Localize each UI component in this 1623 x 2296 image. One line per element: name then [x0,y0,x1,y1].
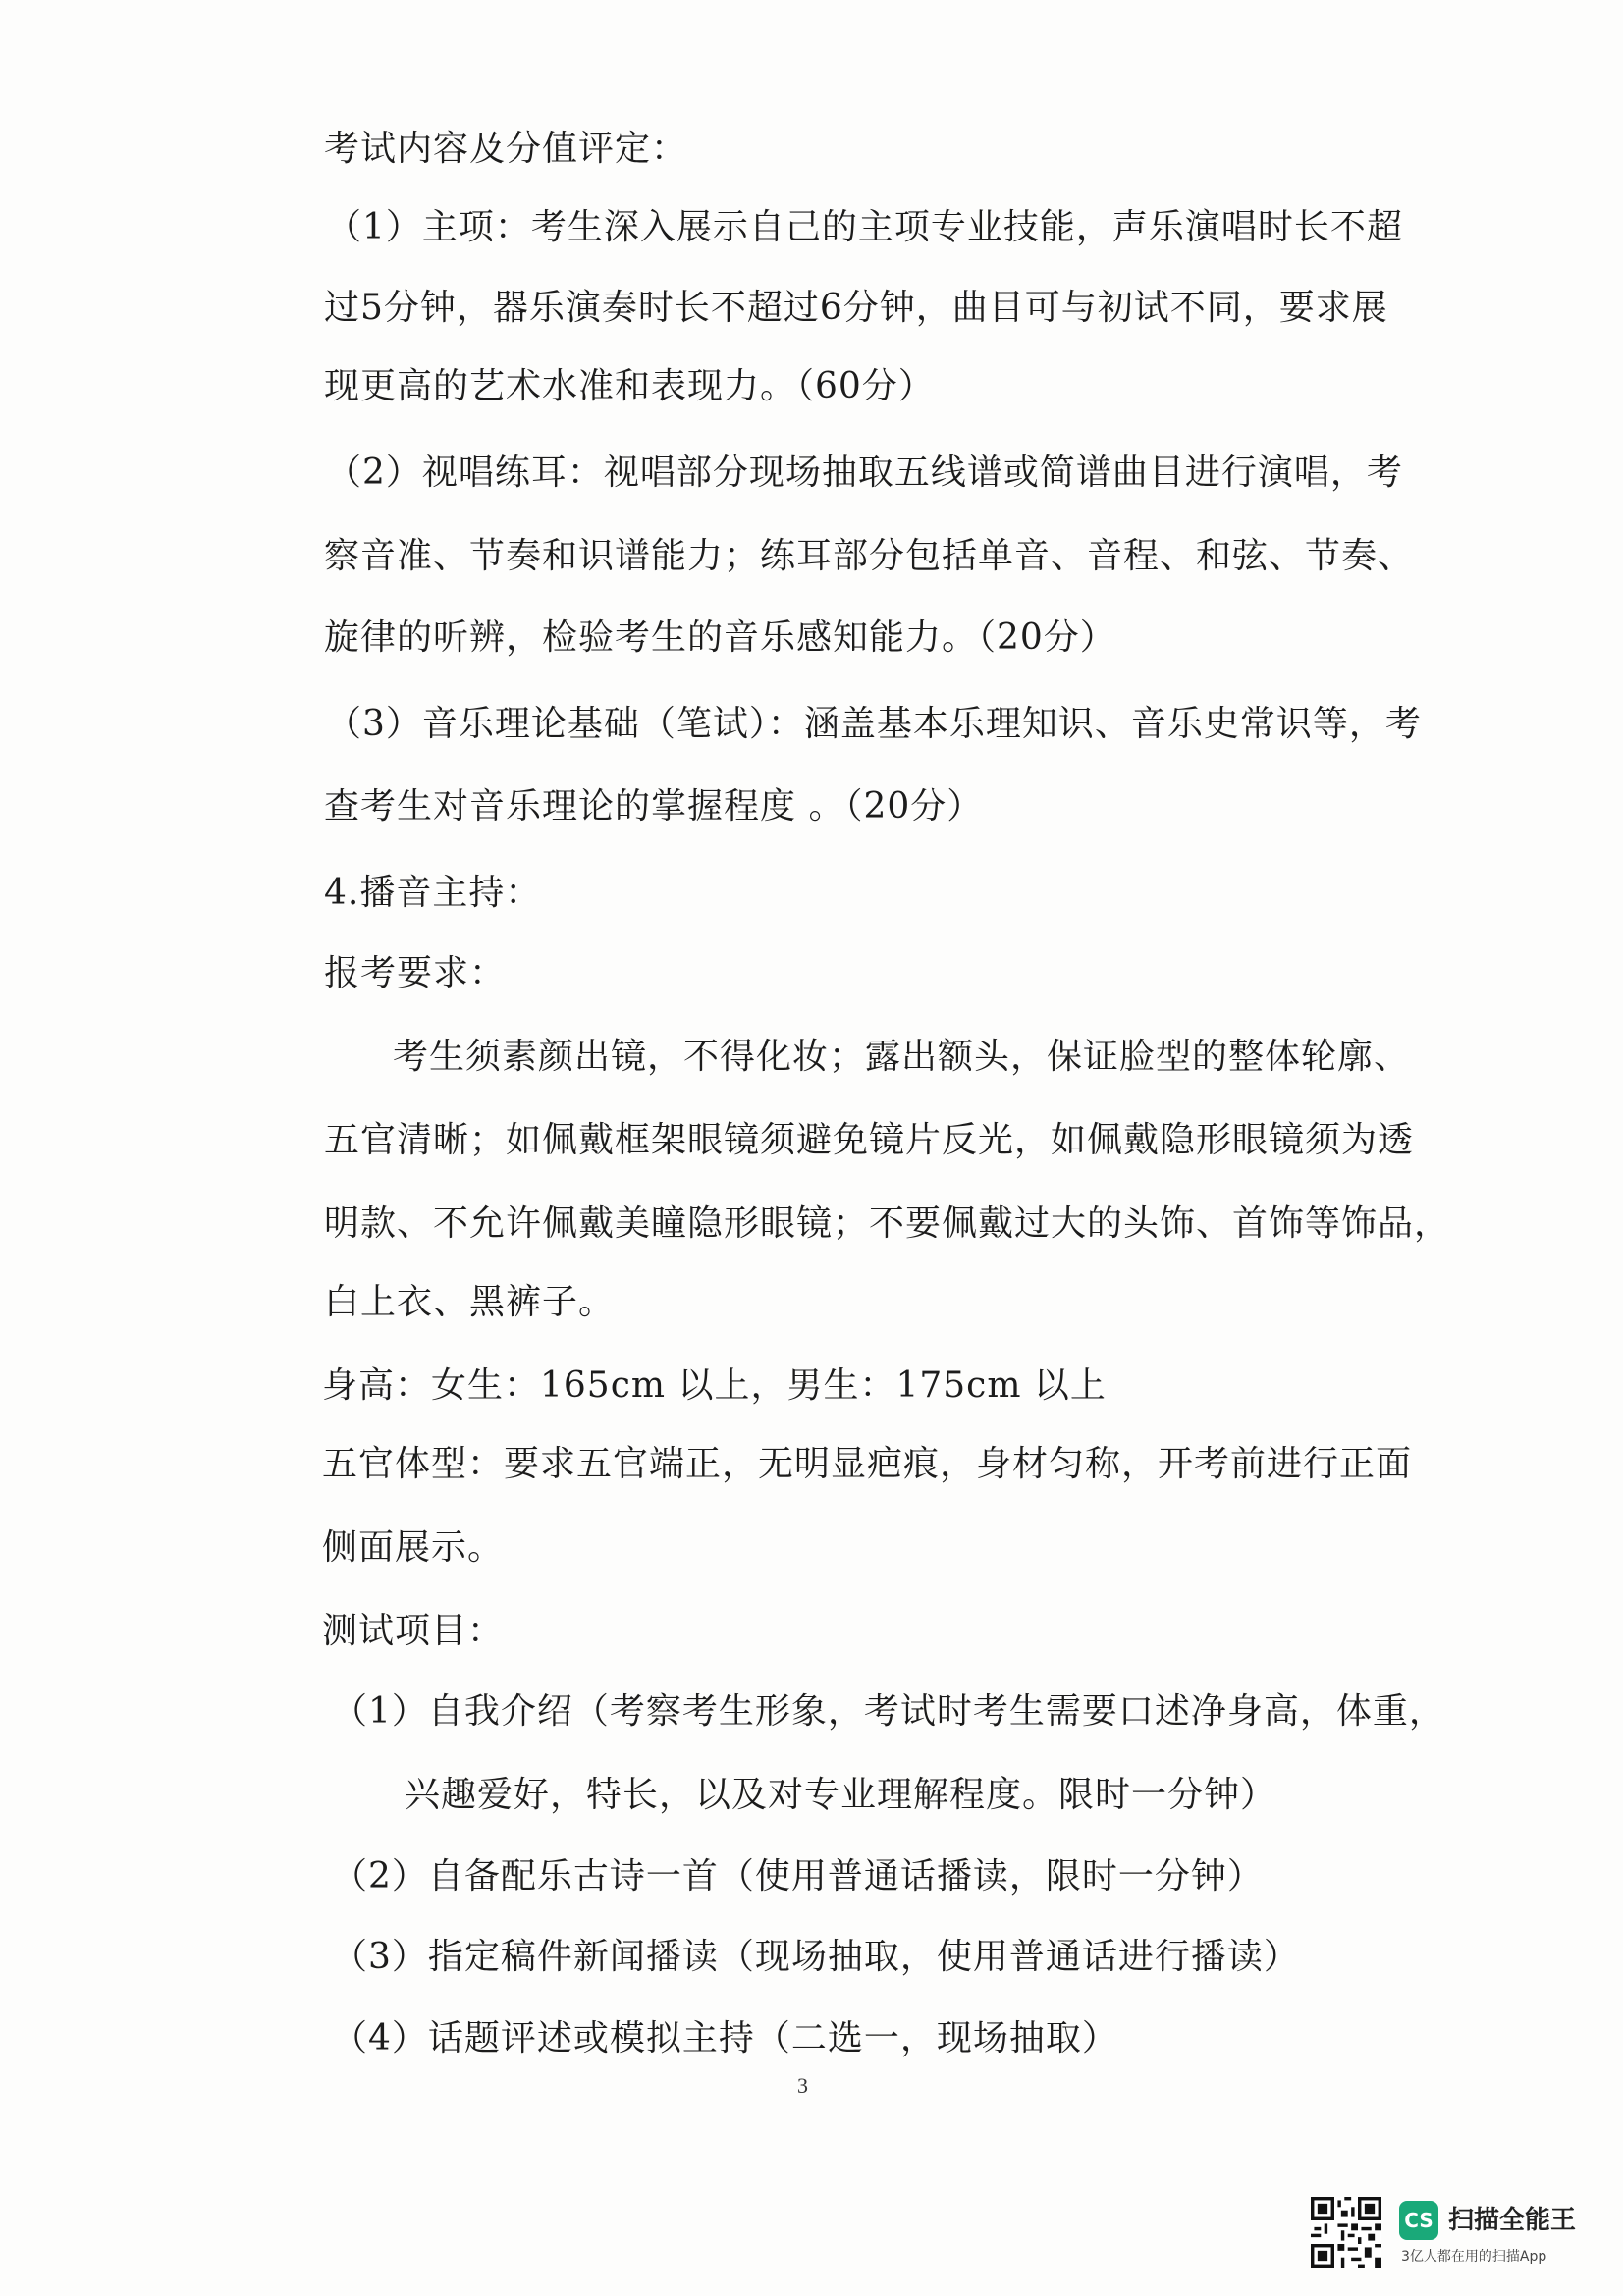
text-line: 明款、不允许佩戴美瞳隐形眼镜；不要佩戴过大的头饰、首饰等饰品， [324,1203,1451,1244]
text-line: 考生须素颜出镜，不得化妆；露出额头，保证脸型的整体轮廓、 [393,1037,1411,1077]
qr-code-icon [1311,2197,1381,2268]
text-line: 察音准、节奏和识谱能力；练耳部分包括单音、音程、和弦、节奏、 [324,536,1415,576]
cs-logo-icon: CS [1399,2201,1438,2240]
page-number: 3 [797,2073,808,2098]
subheading-requirements: 报考要求： [324,953,507,993]
heading-exam-content: 考试内容及分值评定： [324,129,688,169]
list-item: （2）自备配乐古诗一首（使用普通话播读，限时一分钟） [332,1856,1264,1896]
text-line: 白上衣、黑裤子。 [324,1282,616,1322]
section-heading-broadcasting: 4.播音主持： [324,873,542,913]
text-line: （2）视唱练耳：视唱部分现场抽取五线谱或简谱曲目进行演唱，考 [326,453,1403,493]
list-item: （3）指定稿件新闻播读（现场抽取，使用普通话进行播读） [332,1937,1300,1977]
text-line: 五官清晰；如佩戴框架眼镜须避免镜片反光，如佩戴隐形眼镜须为透 [324,1120,1415,1160]
list-item: （4）话题评述或模拟主持（二选一，现场抽取） [332,2018,1118,2058]
brand-tagline: 3亿人都在用的扫描App [1401,2249,1547,2265]
text-line: （3）音乐理论基础（笔试）：涵盖基本乐理知识、音乐史常识等，考 [326,704,1422,744]
height-requirement: 身高：女生：165cm 以上，男生：175cm 以上 [322,1365,1107,1406]
text-line: 过5分钟，器乐演奏时长不超过6分钟，曲目可与初试不同，要求展 [324,288,1388,328]
text-line: 五官体型：要求五官端正，无明显疤痕，身材匀称，开考前进行正面 [322,1444,1413,1484]
text-line: 旋律的听辨，检验考生的音乐感知能力。（20分） [324,617,1116,658]
text-line: 查考生对音乐理论的掌握程度 。（20分） [324,786,984,827]
list-item: （1）自我介绍（考察考生形象，考试时考生需要口述净身高，体重， [332,1691,1445,1732]
text-line: 现更高的艺术水准和表现力。（60分） [324,366,935,406]
text-line: （1）主项：考生深入展示自己的主项专业技能，声乐演唱时长不超 [326,207,1403,247]
text-line: 兴趣爱好，特长，以及对专业理解程度。限时一分钟） [405,1775,1277,1815]
subheading-test-items: 测试项目： [322,1611,505,1651]
text-line: 侧面展示。 [322,1527,505,1568]
scanner-watermark [1311,2197,1596,2275]
brand-name: 扫描全能王 [1448,2206,1577,2235]
